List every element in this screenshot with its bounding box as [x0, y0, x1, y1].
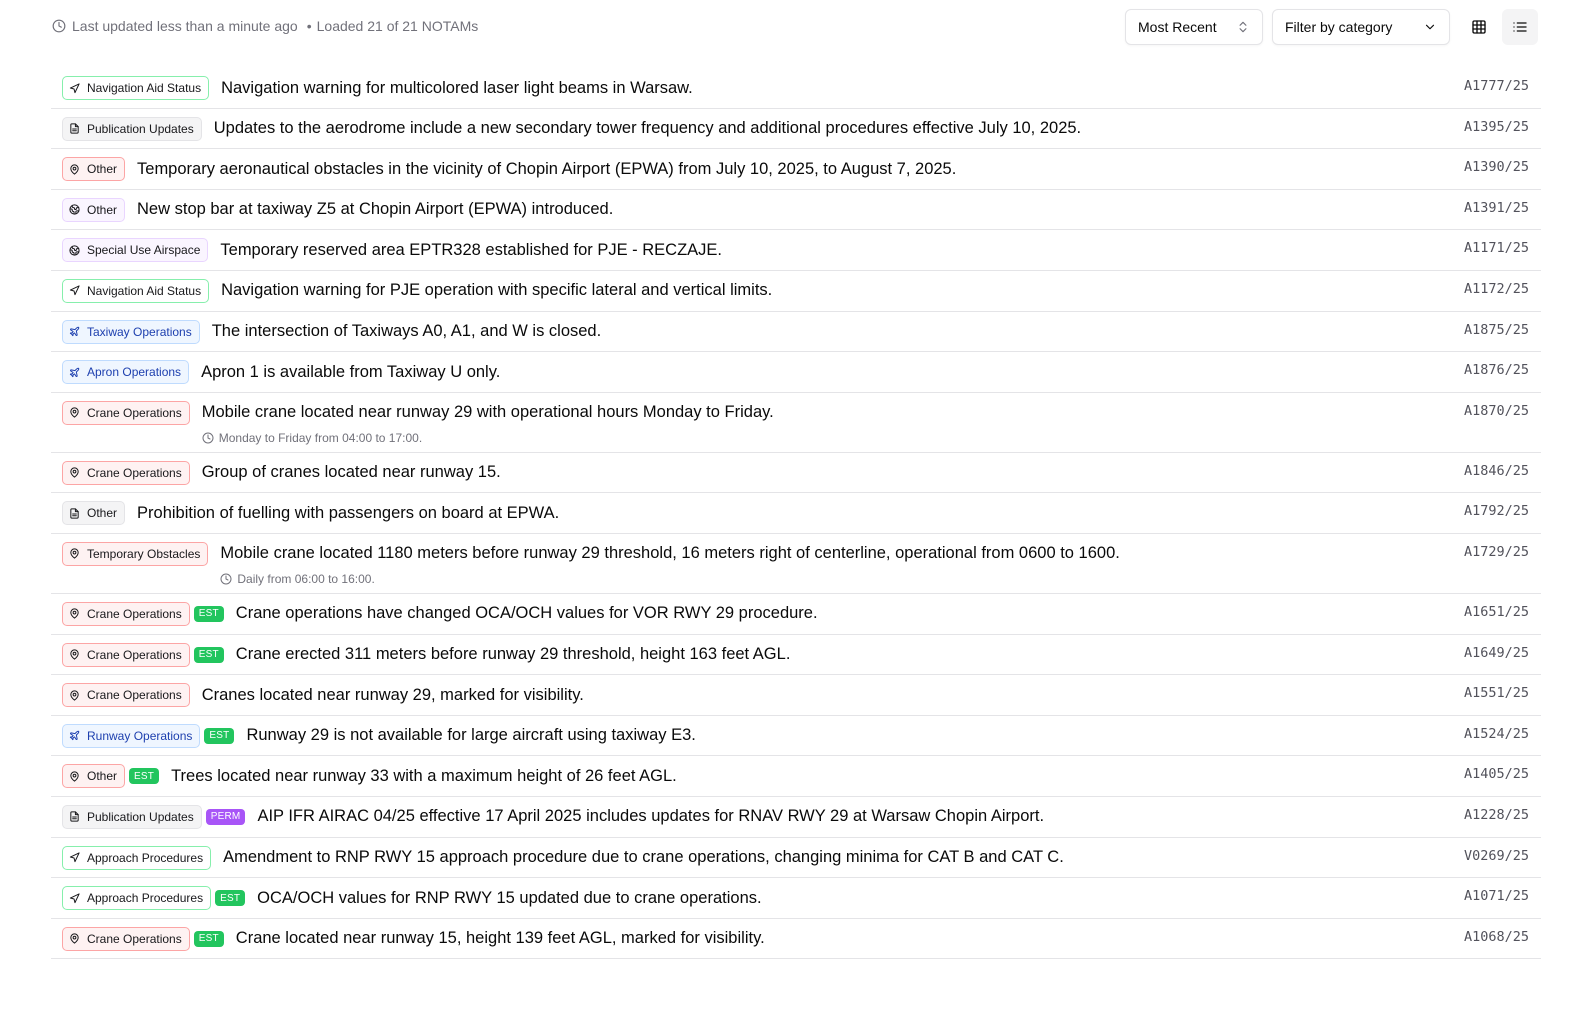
notam-row-main — [62, 723, 1529, 749]
notam-row-main — [62, 237, 1529, 263]
chevrons-up-down-icon — [1236, 20, 1250, 34]
map-pin-icon — [69, 608, 80, 619]
category-badge — [62, 764, 125, 788]
status-tag: EST — [204, 728, 234, 744]
notam-row-a1395-25[interactable] — [51, 109, 1541, 150]
loaded-count-text: Loaded 21 of 21 NOTAMs — [316, 18, 479, 34]
notam-summary: The intersection of Taxiways A0, A1, and W is closed. — [211, 322, 602, 341]
notam-summary: Amendment to RNP RWY 15 approach procedure due to crane operations, changing minima for CAT B and CAT C. — [223, 848, 1064, 866]
notam-code: A1777/25 — [1463, 78, 1529, 94]
category-badge — [62, 501, 125, 525]
status-tag: EST — [129, 768, 159, 784]
notam-row-main — [62, 845, 1529, 871]
notam-row-a1172-25[interactable] — [51, 271, 1541, 312]
category-label: Publication Updates — [87, 809, 194, 824]
category-filter-select[interactable] — [1272, 9, 1450, 45]
notam-summary: New stop bar at taxiway Z5 at Chopin Airport (EPWA) introduced. — [137, 200, 614, 219]
notam-row-a1390-25[interactable] — [51, 149, 1541, 190]
notam-code: A1172/25 — [1463, 280, 1529, 297]
plane-icon — [69, 730, 80, 741]
notam-row-a1405-25[interactable] — [51, 756, 1541, 797]
notam-row-main — [62, 116, 1529, 142]
clock-icon — [52, 19, 66, 33]
status-tag: EST — [194, 647, 224, 663]
notam-row-a1777-25[interactable] — [51, 68, 1541, 109]
notam-row-a1171-25[interactable] — [51, 230, 1541, 271]
notam-code: A1792/25 — [1463, 503, 1529, 520]
notam-row-a1651-25[interactable] — [51, 594, 1541, 635]
category-badge — [62, 846, 211, 870]
notam-list — [51, 68, 1541, 959]
notam-row-main — [62, 460, 1529, 486]
list-icon — [1512, 19, 1528, 35]
category-label: Taxiway Operations — [87, 324, 192, 339]
notam-summary: Navigation warning for multicolored laser light beams in Warsaw. — [221, 78, 693, 97]
notam-row-a1792-25[interactable] — [51, 493, 1541, 534]
chevron-down-icon — [1423, 20, 1437, 34]
notam-summary: Crane operations have changed OCA/OCH values for VOR RWY 29 procedure. — [235, 604, 818, 623]
notam-summary: Temporary reserved area EPTR328 established for PJE - RECZAJE. — [220, 240, 723, 259]
navigation-icon — [69, 83, 80, 94]
navigation-icon — [69, 852, 80, 863]
grid-icon — [1471, 19, 1487, 35]
notam-code: A1524/25 — [1463, 725, 1529, 742]
navigation-icon — [69, 285, 80, 296]
category-badge — [62, 76, 209, 100]
notam-code: V0269/25 — [1463, 847, 1529, 864]
notam-row-main — [62, 885, 1529, 911]
notam-row-main — [62, 763, 1529, 789]
category-label: Navigation Aid Status — [87, 81, 202, 95]
notam-summary: Updates to the aerodrome include a new secondary tower frequency and additional procedures effective July 10, 2025. — [213, 119, 1082, 138]
notam-summary: Apron 1 is available from Taxiway U only. — [201, 362, 501, 381]
category-label: Crane Operations — [87, 688, 182, 703]
category-badge — [62, 805, 202, 829]
category-label: Navigation Aid Status — [87, 283, 202, 298]
category-filter-placeholder: Filter by category — [1285, 19, 1393, 35]
map-pin-icon — [69, 771, 80, 782]
schedule-text: Daily from 06:00 to 16:00. — [237, 571, 375, 586]
notam-row-a1729-25[interactable] — [51, 534, 1541, 594]
status-tag: PERM — [206, 809, 246, 825]
notam-row-main — [62, 400, 1529, 426]
notam-code: A1876/25 — [1463, 362, 1529, 379]
category-label: Other — [87, 162, 118, 177]
notam-row-a1649-25[interactable] — [51, 635, 1541, 676]
notam-row-a1391-25[interactable] — [51, 190, 1541, 231]
grid-view-button[interactable] — [1461, 9, 1497, 45]
notam-row-main — [62, 359, 1529, 385]
clock-icon — [202, 432, 214, 444]
notam-row-a1524-25[interactable] — [51, 716, 1541, 757]
plane-icon — [69, 367, 80, 378]
notam-code: A1875/25 — [1463, 321, 1529, 338]
notam-schedule — [202, 430, 1529, 446]
status-tag: EST — [194, 931, 224, 947]
category-badge — [62, 198, 125, 222]
globe-icon — [69, 204, 80, 215]
category-label: Crane Operations — [87, 465, 182, 480]
notam-code: A1228/25 — [1463, 806, 1529, 823]
globe-icon — [69, 245, 80, 256]
notam-code: A1870/25 — [1463, 402, 1529, 419]
notam-row-a1846-25[interactable] — [51, 453, 1541, 494]
category-label: Apron Operations — [87, 365, 182, 380]
category-badge — [62, 927, 190, 951]
notam-code: A1405/25 — [1463, 766, 1529, 783]
category-label: Crane Operations — [87, 931, 182, 946]
category-label: Special Use Airspace — [87, 243, 201, 258]
navigation-icon — [69, 893, 80, 904]
notam-summary: AIP IFR AIRAC 04/25 effective 17 April 2025 includes updates for RNAV RWY 29 at Warsaw Chopin Airport. — [257, 807, 1045, 826]
map-pin-icon — [69, 548, 80, 559]
category-label: Other — [87, 202, 118, 217]
notam-row-main — [62, 197, 1529, 223]
notam-row-a1228-25[interactable] — [51, 797, 1541, 838]
category-badge — [62, 886, 211, 910]
notam-row-main — [62, 642, 1529, 668]
schedule-text: Monday to Friday from 04:00 to 17:00. — [218, 430, 423, 445]
map-pin-icon — [69, 164, 80, 175]
notam-summary: Crane located near runway 15, height 139 feet AGL, marked for visibility. — [235, 929, 765, 948]
category-label: Crane Operations — [87, 606, 182, 621]
notam-row-a1870-25[interactable] — [51, 393, 1541, 453]
notam-row-main — [62, 541, 1529, 567]
category-badge — [62, 683, 190, 707]
notam-summary: Cranes located near runway 29, marked for visibility. — [201, 685, 584, 704]
file-text-icon — [69, 508, 80, 519]
category-label: Runway Operations — [87, 728, 193, 743]
category-label: Approach Procedures — [87, 850, 204, 865]
map-pin-icon — [69, 407, 80, 418]
notam-row-main — [62, 278, 1529, 304]
category-badge — [62, 279, 209, 303]
map-pin-icon — [69, 690, 80, 701]
category-badge — [62, 724, 200, 748]
notam-code: A1171/25 — [1463, 240, 1529, 257]
file-text-icon — [69, 123, 80, 134]
notam-code: A1729/25 — [1463, 543, 1529, 560]
category-label: Other — [87, 769, 118, 784]
notam-schedule — [220, 571, 1529, 587]
notam-row-main — [62, 75, 1529, 101]
category-badge — [62, 360, 189, 384]
clock-icon — [220, 573, 232, 585]
notam-summary: Group of cranes located near runway 15. — [201, 463, 501, 482]
notam-summary: Temporary aeronautical obstacles in the vicinity of Chopin Airport (EPWA) from July 10, 2025, to August 7, 2025. — [137, 159, 957, 178]
category-label: Temporary Obstacles — [87, 546, 201, 561]
category-badge — [62, 643, 190, 667]
category-badge — [62, 542, 208, 566]
notam-summary: Mobile crane located near runway 29 with operational hours Monday to Friday. — [201, 403, 774, 422]
file-text-icon — [69, 811, 80, 822]
notam-row-v0269-25[interactable] — [51, 838, 1541, 879]
category-badge — [62, 602, 190, 626]
category-badge — [62, 157, 125, 181]
category-badge — [62, 320, 200, 344]
category-badge — [62, 117, 202, 141]
load-status — [52, 18, 478, 34]
sort-select[interactable] — [1125, 9, 1263, 45]
notam-code: A1551/25 — [1463, 685, 1529, 702]
sort-value: Most Recent — [1138, 19, 1217, 35]
notam-code: A1651/25 — [1463, 603, 1529, 620]
notam-code: A1395/25 — [1463, 118, 1529, 135]
notam-row-a1068-25[interactable] — [51, 919, 1541, 960]
notam-row-main — [62, 319, 1529, 345]
category-badge — [62, 238, 208, 262]
map-pin-icon — [69, 649, 80, 660]
notam-row-main — [62, 682, 1529, 708]
toolbar — [0, 0, 1583, 54]
notam-row-a1876-25[interactable] — [51, 352, 1541, 393]
notam-summary: OCA/OCH values for RNP RWY 15 updated due to crane operations. — [257, 888, 762, 907]
notam-row-main — [62, 804, 1529, 830]
notam-summary: Prohibition of fuelling with passengers on board at EPWA. — [137, 503, 560, 522]
notam-summary: Trees located near runway 33 with a maximum height of 26 feet AGL. — [171, 766, 677, 785]
notam-row-a1875-25[interactable] — [51, 312, 1541, 353]
notam-row-a1551-25[interactable] — [51, 675, 1541, 716]
list-view-button[interactable] — [1502, 9, 1538, 45]
category-badge — [62, 461, 190, 485]
map-pin-icon — [69, 933, 80, 944]
category-label: Approach Procedures — [87, 891, 204, 906]
notam-summary: Mobile crane located 1180 meters before runway 29 threshold, 16 meters right of centerline, operational from 0600 to 1600. — [220, 544, 1120, 563]
notam-summary: Navigation warning for PJE operation with specific lateral and vertical limits. — [221, 281, 773, 300]
notam-row-main — [62, 601, 1529, 627]
notam-summary: Runway 29 is not available for large aircraft using taxiway E3. — [246, 726, 696, 745]
notam-row-a1071-25[interactable] — [51, 878, 1541, 919]
notam-code: A1391/25 — [1463, 199, 1529, 216]
plane-icon — [69, 326, 80, 337]
notam-code: A1390/25 — [1463, 159, 1529, 176]
category-label: Publication Updates — [87, 121, 194, 136]
category-badge — [62, 401, 190, 425]
status-tag: EST — [215, 890, 245, 906]
notam-code: A1068/25 — [1463, 928, 1529, 945]
category-label: Crane Operations — [87, 647, 182, 662]
status-separator: • — [306, 18, 312, 34]
category-label: Crane Operations — [87, 405, 182, 420]
notam-summary: Crane erected 311 meters before runway 29 threshold, height 163 feet AGL. — [235, 645, 791, 664]
notam-row-main — [62, 926, 1529, 952]
category-label: Other — [87, 506, 118, 521]
notam-code: A1071/25 — [1463, 888, 1529, 905]
map-pin-icon — [69, 467, 80, 478]
notam-row-main — [62, 500, 1529, 526]
notam-code: A1649/25 — [1463, 644, 1529, 661]
status-tag: EST — [194, 606, 224, 622]
notam-row-main — [62, 156, 1529, 182]
notam-code: A1846/25 — [1463, 462, 1529, 479]
last-updated-text: Last updated less than a minute ago — [72, 18, 298, 34]
